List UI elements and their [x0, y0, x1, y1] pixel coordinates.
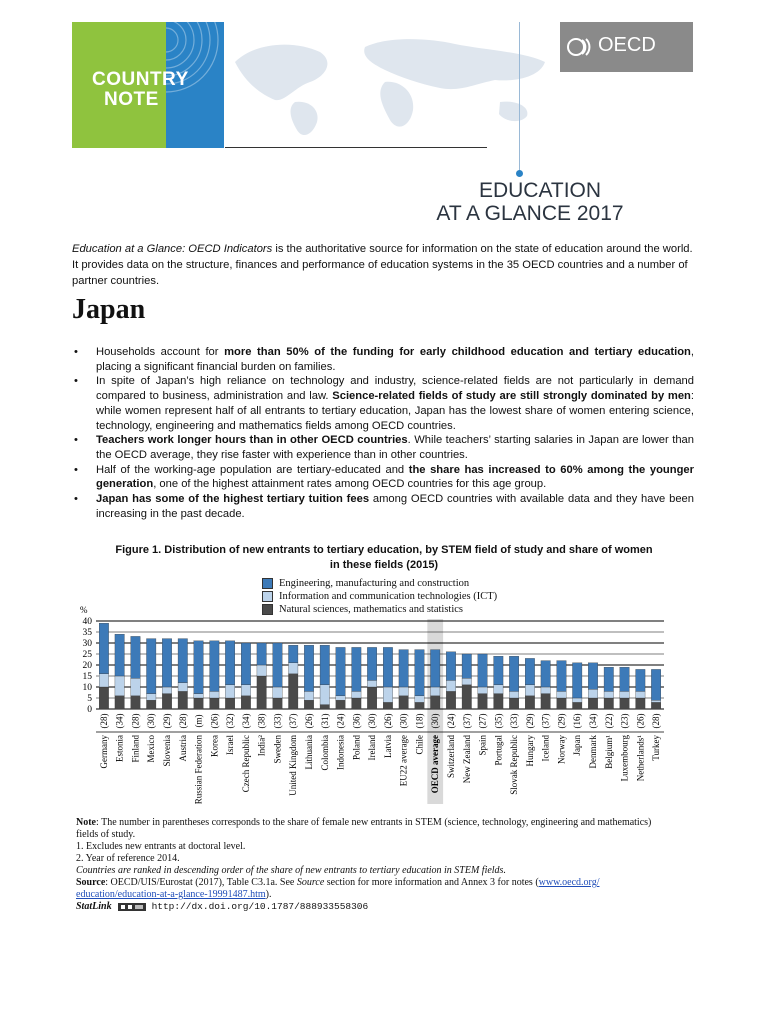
y-tick-label-5: 5 — [87, 694, 92, 704]
bar-ict-30 — [572, 698, 581, 702]
statlink-logo-icon — [118, 902, 146, 912]
y-tick-label-30: 30 — [82, 639, 92, 649]
key-finding-4: • Half of the working-age population are tertiary-educated and the share has increased to 60% among the younger generation, one of the highest attainment rates among OECD countries for this age group. — [72, 463, 694, 492]
bar-science-22 — [446, 691, 455, 709]
bar-science-28 — [541, 694, 550, 709]
bar-engineering-5 — [178, 639, 187, 683]
women-share-label-10: (38) — [256, 713, 267, 729]
country-note-title: COUNTRY NOTE — [92, 69, 189, 110]
women-share-label-25: (35) — [493, 713, 504, 729]
bar-science-13 — [304, 700, 313, 709]
women-share-label-19: (30) — [398, 713, 409, 729]
source-note: Source: OECD/UIS/Eurostat (2017), Table C3.1a. See Source section for more information and Annex 3 for notes (www.oecd.org/ education/education-at-a-glance-19991487.htm). — [76, 877, 600, 900]
bar-science-17 — [367, 687, 376, 709]
bar-engineering-7 — [210, 641, 219, 692]
legend-label-science: Natural sciences, mathematics and statistics — [279, 604, 463, 615]
bar-science-12 — [288, 674, 297, 709]
bar-ict-34 — [636, 691, 645, 698]
bar-science-32 — [604, 698, 613, 709]
y-tick-label-20: 20 — [82, 661, 92, 671]
y-tick-label-10: 10 — [82, 683, 92, 693]
country-heading: Japan — [72, 294, 146, 325]
bar-science-31 — [588, 698, 597, 709]
bar-engineering-14 — [320, 645, 329, 685]
category-label-28: Iceland — [540, 735, 551, 762]
bar-ict-29 — [557, 691, 566, 698]
women-share-label-27: (29) — [524, 713, 535, 729]
intro-text: is the authoritative source for information on the state of education around the world. It provides data on the structure, finances and performance of education systems in the 35 OECD countries and a number of partner countries. — [72, 243, 693, 287]
category-label-11: Sweden — [272, 735, 283, 764]
category-label-22: Switzerland — [446, 735, 456, 778]
bar-science-1 — [115, 696, 124, 709]
category-label-16: Poland — [351, 735, 362, 761]
category-label-15: Indonesia — [335, 735, 346, 770]
key-finding-3: • Teachers work longer hours than in other OECD countries. While teachers’ starting salaries in Japan are lower than the OECD average, they rise faster with experience than in other countries. — [72, 433, 694, 462]
bar-science-11 — [273, 698, 282, 709]
bar-ict-0 — [99, 674, 108, 687]
category-label-26: Slovak Republic — [509, 735, 520, 795]
women-share-label-1: (34) — [114, 713, 125, 729]
bar-science-5 — [178, 691, 187, 709]
bar-ict-10 — [257, 665, 266, 676]
legend-label-engineering: Engineering, manufacturing and construction — [279, 578, 470, 589]
bar-ict-17 — [367, 680, 376, 687]
legend-item-ict — [262, 590, 592, 603]
bar-science-7 — [210, 698, 219, 709]
statlink — [76, 901, 368, 913]
bar-ict-28 — [541, 687, 550, 694]
bar-engineering-23 — [462, 654, 471, 678]
category-label-14: Colombia — [319, 735, 330, 771]
bar-engineering-26 — [509, 656, 518, 691]
bar-ict-9 — [241, 685, 250, 696]
bar-engineering-15 — [336, 647, 345, 695]
bar-science-6 — [194, 698, 203, 709]
bar-ict-16 — [352, 691, 361, 698]
category-label-18: Latvia — [382, 735, 393, 758]
header-vertical-rule — [519, 22, 520, 172]
category-label-31: Denmark — [588, 735, 598, 769]
eag-title-line1: EDUCATION — [478, 179, 602, 202]
y-tick-label-0: 0 — [87, 705, 92, 715]
bar-engineering-6 — [194, 641, 203, 694]
category-label-19: EU22 average — [398, 735, 409, 787]
bar-ict-2 — [131, 678, 140, 696]
bar-engineering-24 — [478, 654, 487, 687]
bar-science-35 — [651, 702, 660, 709]
legend-label-ict: Information and communication technologies (ICT) — [279, 591, 498, 602]
bar-ict-14 — [320, 685, 329, 705]
category-label-21: OECD average — [430, 735, 441, 794]
bar-science-10 — [257, 676, 266, 709]
legend-swatch-engineering — [262, 578, 273, 589]
bar-science-25 — [494, 694, 503, 709]
bar-engineering-28 — [541, 661, 550, 687]
category-label-2: Finland — [130, 735, 141, 763]
bar-science-27 — [525, 696, 534, 709]
category-label-9: Czech Republic — [240, 735, 251, 793]
women-share-label-18: (26) — [382, 713, 393, 729]
women-share-label-8: (32) — [225, 713, 236, 729]
bar-science-20 — [415, 702, 424, 709]
bar-science-26 — [509, 698, 518, 709]
y-tick-label-40: 40 — [82, 617, 92, 627]
y-axis-unit-label: % — [80, 605, 88, 615]
ranking-note: Countries are ranked in descending order of the share of new entrants to tertiary education in STEM fields. — [76, 865, 506, 876]
statlink-label: StatLink — [76, 901, 112, 912]
women-share-label-23: (37) — [461, 713, 472, 729]
bar-engineering-12 — [288, 645, 297, 663]
bar-science-21 — [430, 696, 439, 709]
category-label-12: United Kingdom — [288, 735, 299, 796]
bar-ict-33 — [620, 691, 629, 698]
bar-ict-12 — [288, 663, 297, 674]
bar-engineering-27 — [525, 658, 534, 684]
footnote-1: 1. Excludes new entrants at doctoral level. — [76, 841, 246, 852]
figure-title: Figure 1. Distribution of new entrants to tertiary education, by STEM field of study and share of women in these fields (2015) — [115, 544, 653, 571]
women-share-label-30: (16) — [572, 713, 583, 729]
source-link-part2[interactable]: education/education-at-a-glance-19991487.htm — [76, 889, 266, 900]
bar-science-15 — [336, 700, 345, 709]
world-map-image — [225, 22, 555, 142]
bar-science-30 — [572, 702, 581, 709]
bar-science-8 — [225, 698, 234, 709]
header-rule — [225, 147, 487, 148]
figure-note: Note: The number in parentheses corresponds to the share of female new entrants in STEM (science, technology, engineering and mathematics) fields of study. — [76, 817, 652, 840]
category-label-32: Belgium¹ — [603, 735, 614, 769]
women-share-label-28: (37) — [540, 713, 551, 729]
bar-engineering-17 — [367, 647, 376, 680]
bar-science-18 — [383, 702, 392, 709]
y-tick-label-35: 35 — [82, 628, 92, 638]
bar-science-34 — [636, 698, 645, 709]
women-share-label-20: (18) — [414, 713, 425, 729]
bar-ict-20 — [415, 696, 424, 703]
bar-ict-8 — [225, 685, 234, 698]
bar-engineering-1 — [115, 634, 124, 676]
key-findings-list — [72, 345, 694, 521]
key-finding-1: • Households account for more than 50% of the funding for early childhood education and tertiary education, placing a significant financial burden on families. — [72, 345, 694, 374]
women-share-label-5: (28) — [177, 713, 188, 729]
bar-ict-13 — [304, 691, 313, 700]
women-share-label-15: (24) — [335, 713, 346, 729]
women-share-label-11: (33) — [272, 713, 283, 729]
legend-swatch-ict — [262, 591, 273, 602]
bar-ict-26 — [509, 691, 518, 698]
category-label-29: Norway — [556, 735, 567, 764]
category-label-1: Estonia — [114, 735, 125, 762]
women-share-label-16: (36) — [351, 713, 362, 729]
bar-engineering-10 — [257, 643, 266, 665]
category-label-35: Turkey — [651, 735, 662, 761]
women-share-label-35: (28) — [651, 713, 662, 729]
women-share-label-31: (34) — [588, 713, 598, 729]
category-label-34: Netherlands¹ — [635, 735, 646, 782]
category-label-3: Mexico — [146, 735, 157, 763]
bar-engineering-19 — [399, 650, 408, 687]
bar-ict-21 — [430, 687, 439, 696]
bar-engineering-20 — [415, 650, 424, 696]
women-share-label-7: (26) — [209, 713, 220, 729]
bar-science-23 — [462, 685, 471, 709]
category-label-17: Ireland — [367, 735, 378, 761]
bar-science-2 — [131, 696, 140, 709]
bar-ict-11 — [273, 687, 282, 698]
bar-engineering-18 — [383, 647, 392, 687]
women-share-label-26: (33) — [509, 713, 520, 729]
bar-ict-5 — [178, 683, 187, 692]
women-share-label-13: (26) — [304, 713, 314, 729]
bar-engineering-31 — [588, 663, 597, 689]
bar-ict-23 — [462, 678, 471, 685]
women-share-label-22: (24) — [446, 713, 456, 729]
bar-engineering-9 — [241, 643, 250, 685]
bar-engineering-35 — [651, 669, 660, 700]
bar-ict-1 — [115, 676, 124, 696]
category-label-5: Austria — [177, 735, 188, 762]
category-label-24: Spain — [477, 735, 488, 756]
bar-science-33 — [620, 698, 629, 709]
bar-science-16 — [352, 698, 361, 709]
bar-science-14 — [320, 705, 329, 709]
bar-engineering-25 — [494, 656, 503, 685]
women-share-label-24: (27) — [477, 713, 488, 729]
oecd-logo-icon — [566, 36, 594, 58]
bar-ict-24 — [478, 687, 487, 694]
bar-engineering-2 — [131, 636, 140, 678]
category-label-13: Lithuania — [304, 735, 314, 770]
bar-science-4 — [162, 694, 171, 709]
bar-ict-19 — [399, 687, 408, 696]
bar-ict-3 — [146, 694, 155, 701]
category-label-8: Israel — [225, 735, 236, 755]
bar-ict-22 — [446, 680, 455, 691]
y-tick-label-25: 25 — [82, 650, 92, 660]
bar-science-0 — [99, 687, 108, 709]
bar-engineering-32 — [604, 667, 613, 691]
category-label-30: Japan — [572, 735, 583, 756]
category-label-25: Portugal — [493, 735, 504, 766]
bar-science-3 — [146, 700, 155, 709]
bar-engineering-11 — [273, 643, 282, 687]
oecd-logo-text: OECD — [598, 34, 656, 56]
category-label-33: Luxembourg — [619, 735, 630, 782]
eag-title-line2: AT A GLANCE 2017 — [436, 202, 624, 225]
category-label-10: India² — [256, 735, 267, 757]
bar-ict-27 — [525, 685, 534, 696]
footnote-2: 2. Year of reference 2014. — [76, 853, 180, 864]
bar-ict-6 — [194, 694, 203, 698]
bar-science-24 — [478, 694, 487, 709]
bar-engineering-13 — [304, 645, 313, 691]
bar-ict-32 — [604, 691, 613, 698]
bar-engineering-3 — [146, 639, 155, 694]
bar-engineering-33 — [620, 667, 629, 691]
header-dot — [516, 170, 523, 177]
bar-engineering-8 — [225, 641, 234, 685]
women-share-label-34: (26) — [635, 713, 646, 729]
women-share-label-21: (30) — [430, 713, 441, 729]
intro-publication-title: Education at a Glance: OECD Indicators — [72, 243, 273, 255]
bar-engineering-34 — [636, 669, 645, 691]
bar-engineering-29 — [557, 661, 566, 692]
bar-engineering-4 — [162, 639, 171, 687]
women-share-label-9: (34) — [240, 713, 251, 729]
category-label-6: Russian Federation — [193, 735, 204, 805]
category-label-7: Korea — [209, 735, 220, 757]
bar-ict-25 — [494, 685, 503, 694]
category-label-27: Hungary — [524, 735, 535, 767]
category-label-20: Chile — [414, 735, 425, 755]
bar-ict-31 — [588, 689, 597, 698]
bar-engineering-22 — [446, 652, 455, 681]
bar-ict-7 — [210, 691, 219, 698]
category-label-23: New Zealand — [461, 735, 472, 784]
bar-engineering-0 — [99, 623, 108, 674]
key-finding-5: • Japan has some of the highest tertiary tuition fees among OECD countries with available data and they have been increasing in the past decade. — [72, 492, 694, 521]
legend-item-engineering — [262, 577, 592, 590]
category-label-4: Slovenia — [162, 735, 172, 767]
women-share-label-32: (22) — [603, 713, 614, 729]
women-share-label-17: (30) — [367, 713, 378, 729]
bar-engineering-21 — [430, 650, 439, 687]
source-link-part1[interactable]: www.oecd.org/ — [538, 877, 600, 888]
bar-science-19 — [399, 696, 408, 709]
key-finding-2: • In spite of Japan’s high reliance on technology and industry, science-related fields are not particularly in demand compared to business, administration and law. Science-related fields of study are still strongly dominated by men: while women represent half of all entrants to tertiary education, Japan has the lowest share of women entering science, technology, engineering and mathematics fields among OECD countries. — [72, 374, 694, 433]
bar-ict-35 — [651, 700, 660, 702]
women-share-label-3: (30) — [146, 713, 157, 729]
women-share-label-6: (m) — [193, 714, 204, 728]
y-tick-label-15: 15 — [82, 672, 92, 682]
bar-ict-15 — [336, 696, 345, 700]
bar-ict-4 — [162, 687, 171, 694]
bar-science-29 — [557, 698, 566, 709]
women-share-label-29: (29) — [556, 713, 567, 729]
women-share-label-0: (28) — [98, 713, 109, 729]
intro-paragraph — [72, 241, 694, 289]
bar-ict-18 — [383, 687, 392, 702]
women-share-label-14: (31) — [319, 713, 330, 729]
women-share-label-12: (37) — [288, 713, 299, 729]
women-share-label-2: (28) — [130, 713, 141, 729]
category-label-0: Germany — [98, 735, 109, 769]
bar-engineering-16 — [352, 647, 361, 691]
bar-science-9 — [241, 696, 250, 709]
women-share-label-4: (29) — [162, 713, 172, 729]
bar-engineering-30 — [572, 663, 581, 698]
stem-entrants-bar-chart — [72, 604, 672, 816]
women-share-label-33: (23) — [619, 713, 630, 729]
statlink-url[interactable]: http://dx.doi.org/10.1787/888933558306 — [151, 901, 369, 912]
